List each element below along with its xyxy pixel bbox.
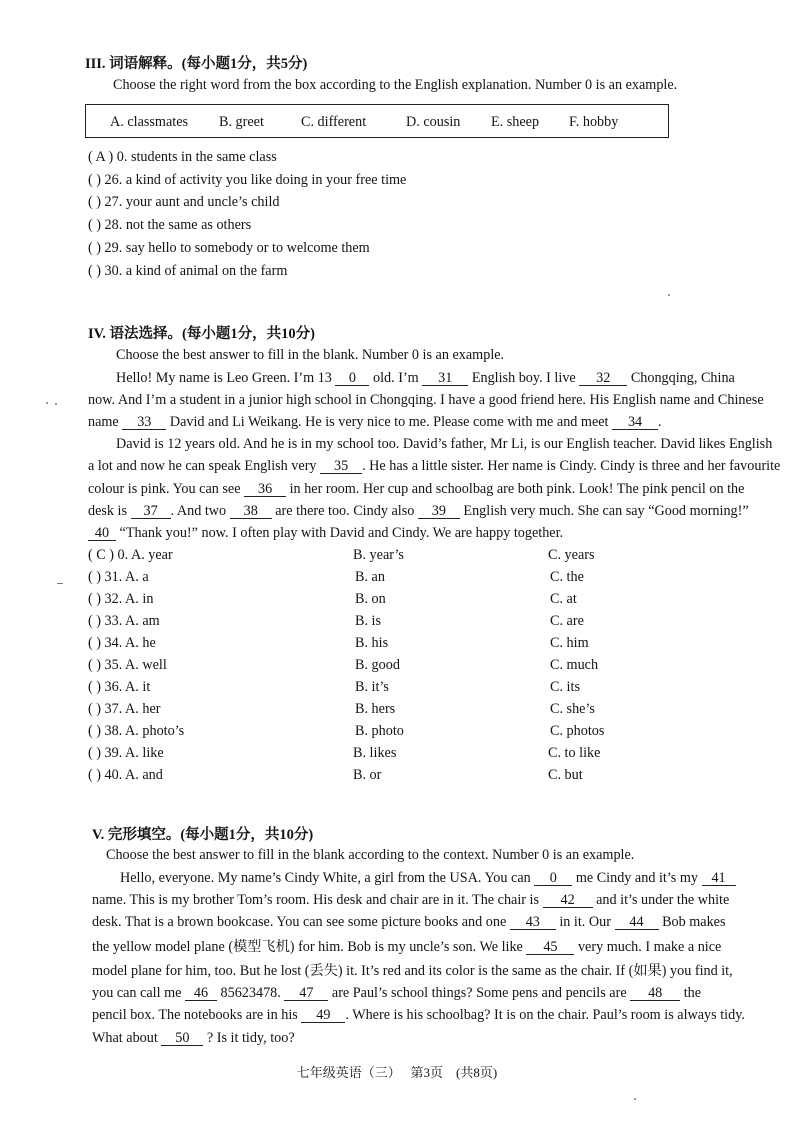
blank: 43 (510, 915, 556, 930)
blank: 34 (612, 415, 658, 430)
page-footer: 七年级英语（三） 第3页 (共8页) (296, 1065, 498, 1080)
question-item: ( ) 30. a kind of animal on the farm (88, 263, 288, 279)
option-c: C. at (550, 591, 577, 607)
option-c: C. years (548, 547, 595, 563)
word-option: A. classmates (110, 114, 189, 130)
option-c: C. photos (550, 723, 605, 739)
passage-line: name. This is my brother Tom’s room. His desk and chair are in it. The chair is 42 and it’s under the white (92, 892, 730, 908)
section-4-instruction: Choose the best answer to fill in the blank. Number 0 is an example. (116, 347, 505, 363)
blank: 49 (301, 1008, 345, 1023)
option-a: ( ) 36. A. it (88, 679, 151, 695)
word-option: B. greet (219, 114, 264, 130)
option-a: ( ) 37. A. her (88, 701, 161, 717)
option-b: B. his (355, 635, 389, 651)
passage-line: colour is pink. You can see 36 in her room. Her cup and schoolbag are both pink. Look! The pink pencil on the (88, 481, 745, 497)
option-a: ( ) 35. A. well (88, 657, 167, 673)
option-a: ( ) 40. A. and (88, 767, 163, 783)
passage-line: What about 50 ? Is it tidy, too? (92, 1030, 295, 1046)
section-3-instruction: Choose the right word from the box according to the English explanation. Number 0 is an example. (113, 77, 678, 93)
option-b: B. hers (355, 701, 396, 717)
blank: 48 (630, 986, 680, 1001)
section-3-heading: III. 词语解释。(每小题1分，共5分) (85, 56, 308, 72)
option-a: ( ) 32. A. in (88, 591, 154, 607)
blank: 41 (702, 871, 736, 886)
option-a: ( ) 34. A. he (88, 635, 156, 651)
passage-line: model plane for him, too. But he lost (丢失) it. It’s red and its color is the same as the chair. If (如果) you find it, (92, 963, 733, 979)
option-c: C. she’s (550, 701, 595, 717)
blank: 36 (244, 482, 286, 497)
scan-speck (46, 402, 48, 404)
option-b: B. photo (355, 723, 404, 739)
option-a: ( C ) 0. A. year (88, 547, 173, 563)
blank: 32 (579, 371, 627, 386)
section-5-heading: V. 完形填空。(每小题1分，共10分) (92, 827, 314, 843)
scan-speck (634, 1098, 636, 1100)
passage-line: Hello, everyone. My name’s Cindy White, a girl from the USA. You can 0 me Cindy and it’s my 41 (120, 870, 736, 887)
option-b: B. on (355, 591, 386, 607)
option-a: ( ) 38. A. photo’s (88, 723, 185, 739)
passage-line: desk. That is a brown bookcase. You can see some picture books and one 43 in it. Our 44 Bob makes (92, 914, 726, 930)
scan-speck (57, 583, 63, 584)
blank: 0 (534, 871, 572, 886)
option-b: B. an (355, 569, 385, 585)
blank: 45 (526, 940, 574, 955)
blank: 31 (422, 371, 468, 386)
passage-line: David is 12 years old. And he is in my school too. David’s father, Mr Li, is our English teacher. David likes English (116, 436, 773, 452)
question-item: ( ) 28. not the same as others (88, 217, 252, 233)
option-c: C. are (550, 613, 584, 629)
blank: 42 (543, 893, 593, 908)
option-a: ( ) 33. A. am (88, 613, 160, 629)
word-option: E. sheep (491, 114, 540, 130)
blank: 37 (131, 504, 171, 519)
option-a: ( ) 31. A. a (88, 569, 149, 585)
question-item: ( ) 29. say hello to somebody or to welcome them (88, 240, 370, 256)
option-b: B. year’s (353, 547, 404, 563)
section-5-instruction: Choose the best answer to fill in the blank according to the context. Number 0 is an example. (106, 847, 635, 863)
blank: 0 (335, 371, 369, 386)
passage-line: now. And I’m a student in a junior high school in Chongqing. I have a good friend here. His English name and Chinese (88, 392, 764, 408)
question-item: ( A ) 0. students in the same class (88, 149, 277, 165)
option-a: ( ) 39. A. like (88, 745, 164, 761)
option-b: B. it’s (355, 679, 389, 695)
option-b: B. or (353, 767, 382, 783)
blank: 46 (185, 986, 217, 1001)
passage-line: name 33 David and Li Weikang. He is very nice to me. Please come with me and meet 34 . (88, 414, 662, 430)
passage-line: 40 “Thank you!” now. I often play with David and Cindy. We are happy together. (88, 525, 563, 542)
word-option: F. hobby (569, 114, 619, 130)
option-c: C. much (550, 657, 599, 673)
blank: 33 (122, 415, 166, 430)
blank: 40 (88, 526, 116, 541)
passage-line: the yellow model plane (模型飞机) for him. Bob is my uncle’s son. We like 45 very much. I make a nice (92, 939, 722, 955)
question-item: ( ) 27. your aunt and uncle’s child (88, 194, 280, 210)
blank: 39 (418, 504, 460, 519)
passage-line: pencil box. The notebooks are in his 49 . Where is his schoolbag? It is on the chair. Paul’s room is always tidy. (92, 1007, 745, 1023)
option-c: C. to like (548, 745, 601, 761)
passage-line: Hello! My name is Leo Green. I’m 13 0 old. I’m 31 English boy. I live 32 Chongqing, China (116, 370, 735, 386)
word-option: D. cousin (406, 114, 461, 130)
option-c: C. but (548, 767, 583, 783)
question-item: ( ) 26. a kind of activity you like doing in your free time (88, 172, 407, 188)
option-b: B. is (355, 613, 382, 629)
section-4-heading: IV. 语法选择。(每小题1分，共10分) (88, 326, 315, 342)
option-c: C. the (550, 569, 584, 585)
word-option: C. different (301, 114, 367, 130)
scan-speck (668, 294, 670, 296)
passage-line: you can call me 46 85623478. 47 are Paul’s school things? Some pens and pencils are 48 the (92, 985, 702, 1001)
option-b: B. likes (353, 745, 397, 761)
blank: 47 (284, 986, 328, 1001)
blank: 38 (230, 504, 272, 519)
option-c: C. him (550, 635, 589, 651)
blank: 44 (615, 915, 659, 930)
option-b: B. good (355, 657, 400, 673)
blank: 35 (320, 459, 362, 474)
scan-speck (55, 403, 57, 405)
word-box (85, 104, 669, 138)
passage-line: a lot and now he can speak English very 35 . He has a little sister. Her name is Cindy. Cindy is three and her favourite (88, 458, 781, 474)
blank: 50 (161, 1031, 203, 1046)
passage-line: desk is 37 . And two 38 are there too. Cindy also 39 English very much. She can say “Good morning!” (88, 503, 749, 519)
option-c: C. its (550, 679, 580, 695)
